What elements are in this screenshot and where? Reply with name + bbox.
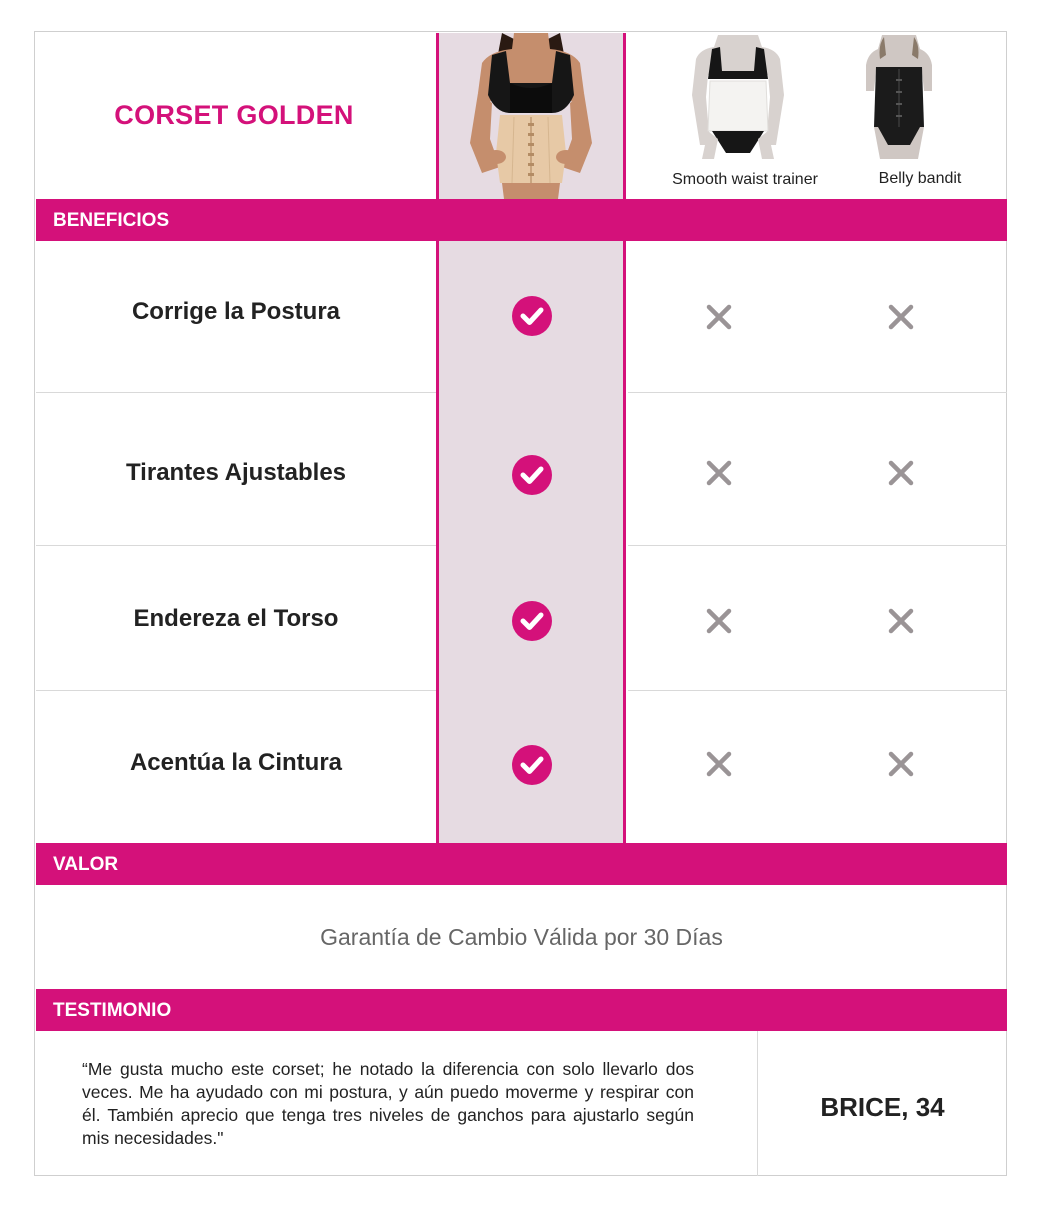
check-circle-icon	[512, 745, 552, 785]
testimonial-author: BRICE, 34	[820, 1092, 945, 1122]
benefit-label: Tirantes Ajustables	[125, 459, 347, 486]
row-divider	[628, 545, 1007, 546]
section-title: TESTIMONIO	[53, 1000, 172, 1021]
competitor-2-label: Belly bandit	[878, 170, 962, 187]
check-circle-icon	[512, 601, 552, 641]
cross-icon	[886, 458, 916, 488]
check-circle-icon	[512, 455, 552, 495]
section-header-testimonio	[36, 989, 1007, 1031]
competitor-1-label: Smooth waist trainer	[672, 171, 818, 188]
section-title: VALOR	[53, 854, 119, 875]
section-header-beneficios	[36, 199, 1007, 241]
row-divider	[36, 690, 436, 691]
row-divider	[628, 690, 1007, 691]
valor-text: Garantía de Cambio Válida por 30 Días	[320, 924, 723, 950]
testimonial-quote: “Me gusta mucho este corset; he notado la diferencia con solo llevarlo dos veces. Me ha ayudado con mi postura, y aún puedo moverme y respirar con él. También aprecio que tenga tres niveles de ganchos para ajustarlo según mis necesidades."	[82, 1059, 694, 1148]
cross-icon	[704, 749, 734, 779]
cross-icon	[704, 606, 734, 636]
product-image	[462, 33, 600, 199]
benefit-label: Acentúa la Cintura	[129, 749, 343, 776]
row-divider	[36, 392, 436, 393]
competitor-2-image	[862, 35, 936, 159]
row-divider	[628, 392, 1007, 393]
benefit-label: Corrige la Postura	[131, 298, 341, 325]
section-header-valor	[36, 843, 1007, 885]
cross-icon	[886, 749, 916, 779]
section-title: BENEFICIOS	[53, 210, 170, 231]
cross-icon	[886, 606, 916, 636]
competitor-1-image	[688, 35, 788, 159]
row-divider	[36, 545, 436, 546]
product-title: CORSET GOLDEN	[114, 100, 354, 130]
cross-icon	[704, 458, 734, 488]
benefit-label: Endereza el Torso	[133, 605, 339, 632]
cross-icon	[886, 302, 916, 332]
check-circle-icon	[512, 296, 552, 336]
cross-icon	[704, 302, 734, 332]
